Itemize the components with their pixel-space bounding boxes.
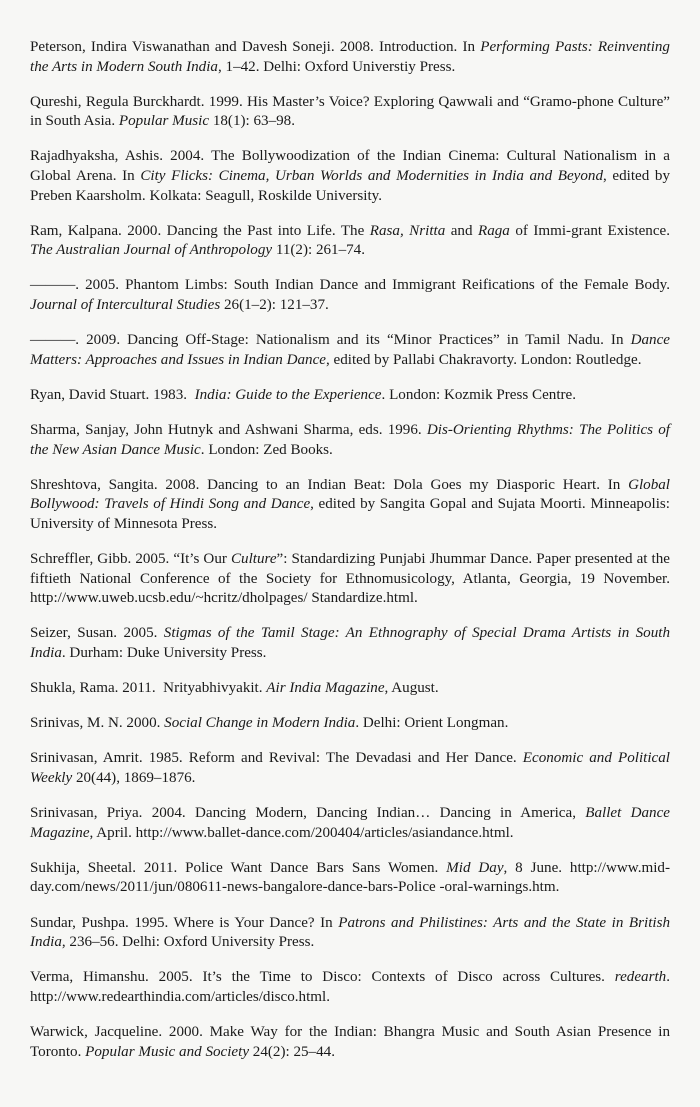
- bibliography-entry: ———. 2005. Phantom Limbs: South Indian Dance and Immigrant Reifications of the Female Body. Journal of Intercultural Studies 26(1–2): 121–37.: [30, 277, 670, 314]
- bibliography-entry: Warwick, Jacqueline. 2000. Make Way for the Indian: Bhangra Music and South Asian Presence in Toronto. Popular Music and Society 24(2): 25–44.: [30, 1023, 670, 1060]
- bibliography-entry: Sharma, Sanjay, John Hutnyk and Ashwani Sharma, eds. 1996. Dis-Orienting Rhythms: The Politics of the New Asian Dance Music. London: Zed Books.: [30, 422, 670, 458]
- bibliography-entry: Schreffler, Gibb. 2005. “It’s Our Culture”: Standardizing Punjabi Jhummar Dance. Paper presented at the fiftieth National Conference of the Society for Ethnomusicology, Atlanta, Georgia, 19 November. http://www.uweb.ucsb.edu/~hcritz/dholpages/ Standardize.html.: [30, 551, 671, 607]
- bibliography-entry: Srinivas, M. N. 2000. Social Change in Modern India. Delhi: Orient Longman.: [30, 715, 509, 732]
- bibliography-entry: Rajadhyaksha, Ashis. 2004. The Bollywoodization of the Indian Cinema: Cultural Nationalism in a Global Arena. In City Flicks: Cinema, Urban Worlds and Modernities in India and Beyond, edited by Preben Kaarsholm. Kolkata: Seagull, Roskilde University.: [30, 148, 670, 204]
- bibliography-entry: Peterson, Indira Viswanathan and Davesh Soneji. 2008. Introduction. In Performing Pasts: Reinventing the Arts in Modern South India, 1–42. Delhi: Oxford Universtiy Press.: [30, 39, 670, 75]
- bibliography-entry: Seizer, Susan. 2005. Stigmas of the Tamil Stage: An Ethnography of Special Drama Artists in South India. Durham: Duke University Press.: [30, 625, 670, 662]
- bibliography-list: [30, 38, 670, 1062]
- bibliography-entry: Sukhija, Sheetal. 2011. Police Want Dance Bars Sans Women. Mid Day, 8 June. http://www.mid-day.com/news/2011/jun/080611-news-bangalore-dance-bars-Police -oral-warnings.htm.: [30, 859, 670, 896]
- bibliography-entry: Sundar, Pushpa. 1995. Where is Your Dance? In Patrons and Philistines: Arts and the State in British India, 236–56. Delhi: Oxford University Press.: [30, 914, 670, 951]
- bibliography-entry: Shreshtova, Sangita. 2008. Dancing to an Indian Beat: Dola Goes my Diasporic Heart. In Global Bollywood: Travels of Hindi Song and Dance, edited by Sangita Gopal and Sujata Moorti. Minneapolis: University of Minnesota Press.: [30, 476, 670, 532]
- bibliography-entry: Ryan, David Stuart. 1983. India: Guide to the Experience. London: Kozmik Press Centre.: [30, 386, 577, 403]
- bibliography-entry: Verma, Himanshu. 2005. It’s the Time to Disco: Contexts of Disco across Cultures. redearth. http://www.redearthindia.com/articles/disco.html.: [30, 969, 670, 1005]
- bibliography-entry: Srinivasan, Amrit. 1985. Reform and Revival: The Devadasi and Her Dance. Economic and Political Weekly 20(44), 1869–1876.: [30, 750, 670, 786]
- bibliography-entry: Shukla, Rama. 2011. Nrityabhivyakit. Air India Magazine, August.: [30, 680, 439, 697]
- bibliography-entry: Qureshi, Regula Burckhardt. 1999. His Master’s Voice? Exploring Qawwali and “Gramo-phone Culture” in South Asia. Popular Music 18(1): 63–98.: [30, 93, 670, 130]
- bibliography-entry: ———. 2009. Dancing Off-Stage: Nationalism and its “Minor Practices” in Tamil Nadu. In Dance Matters: Approaches and Issues in Indian Dance, edited by Pallabi Chakravorty. London: Routledge.: [30, 332, 670, 368]
- bibliography-entry: Ram, Kalpana. 2000. Dancing the Past into Life. The Rasa, Nritta and Raga of Immi-grant Existence. The Australian Journal of Anthropology 11(2): 261–74.: [30, 222, 670, 259]
- bibliography-entry: Srinivasan, Priya. 2004. Dancing Modern, Dancing Indian… Dancing in America, Ballet Dance Magazine, April. http://www.ballet-dance.com/200404/articles/asiandance.html.: [30, 805, 670, 841]
